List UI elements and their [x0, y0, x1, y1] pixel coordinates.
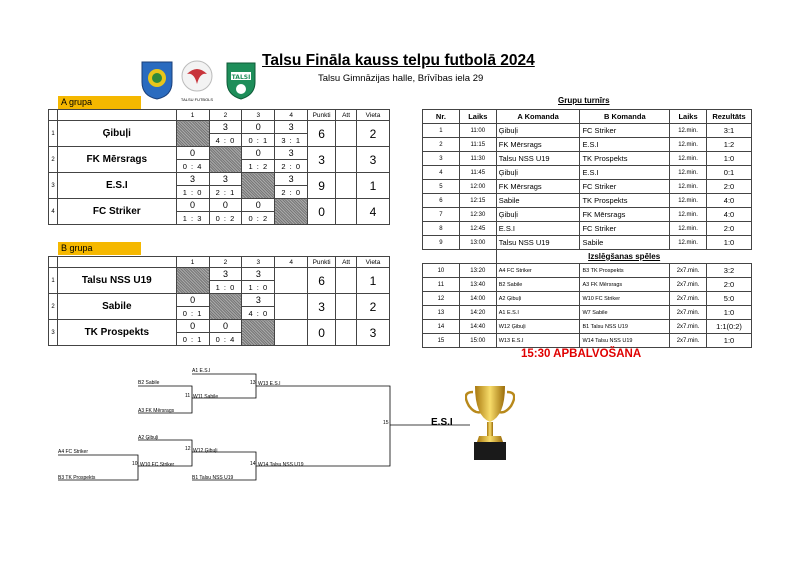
col-header: Punkti [308, 110, 336, 121]
game-time: 14:40 [459, 320, 496, 334]
group-b-label: B grupa [58, 242, 141, 255]
team-b: Sabile [580, 236, 670, 250]
game-result: 2:0 [707, 222, 752, 236]
game-number: 5 [423, 180, 460, 194]
team-a: Sabile [496, 194, 580, 208]
champion-name: E.S.I [431, 417, 453, 428]
bracket-b3: B3 TK Prospekts [58, 475, 96, 481]
game-result: 1:2 [707, 138, 752, 152]
team-name: Ģibuļi [57, 121, 176, 147]
bracket-w11: W11 Sabile [193, 394, 219, 400]
team-a: Ģibuļi [496, 124, 580, 138]
game-time: 15:00 [459, 334, 496, 348]
game-time: 11:30 [459, 152, 496, 166]
points: 6 [308, 268, 336, 294]
row-number: 3 [49, 173, 58, 199]
bracket-w10: W10 FC Striker [140, 462, 175, 468]
team-a: Talsu NSS U19 [496, 236, 580, 250]
game-result: 5:0 [707, 292, 752, 306]
bracket-n11: 11 [185, 393, 191, 399]
game-number: 13 [423, 306, 460, 320]
game-time: 11:15 [459, 138, 496, 152]
bracket-a1: A1 E.S.I [192, 368, 211, 374]
game-duration: 2x7.min. [670, 278, 707, 292]
points: 0 [308, 320, 336, 346]
match-points: 3 [242, 268, 275, 281]
bracket-b2: B2 Sabile [138, 380, 160, 386]
col-header: 2 [209, 257, 242, 268]
team-a: Talsu NSS U19 [496, 152, 580, 166]
col-header: Vieta [357, 110, 390, 121]
game-duration: 2x7.min. [670, 292, 707, 306]
col-header: Rezultāts [707, 110, 752, 124]
game-duration: 12.min. [670, 194, 707, 208]
match-score: 2 : 1 [209, 186, 242, 199]
game-number: 10 [423, 264, 460, 278]
points: 3 [308, 294, 336, 320]
match-score: 2 : 0 [275, 160, 308, 173]
game-result: 1:0 [707, 152, 752, 166]
team-a: FK Mērsrags [496, 180, 580, 194]
match-points: 0 [176, 199, 209, 212]
team-b: B3 TK Prospekts [580, 264, 670, 278]
game-number: 15 [423, 334, 460, 348]
game-time: 14:00 [459, 292, 496, 306]
logo-caption: TALSU FUTBOLS [180, 97, 214, 102]
trophy-icon [465, 382, 515, 466]
place: 4 [357, 199, 390, 225]
points: 3 [308, 147, 336, 173]
badge-text: TALSI [231, 74, 251, 81]
team-b: TK Prospekts [580, 152, 670, 166]
match-points: 0 [176, 147, 209, 160]
place: 1 [357, 173, 390, 199]
team-name: FK Mērsrags [57, 147, 176, 173]
match-points: 3 [275, 121, 308, 134]
team-name: FC Striker [57, 199, 176, 225]
game-duration: 2x7.min. [670, 320, 707, 334]
game-time: 11:45 [459, 166, 496, 180]
game-time: 13:20 [459, 264, 496, 278]
match-points: 3 [176, 173, 209, 186]
match-points: 3 [275, 147, 308, 160]
game-number: 14 [423, 320, 460, 334]
row-number: 2 [49, 147, 58, 173]
game-result: 4:0 [707, 208, 752, 222]
team-a: E.S.I [496, 222, 580, 236]
bracket-n13: 13 [250, 380, 256, 386]
match-score: 4 : 0 [242, 307, 275, 320]
venue-subtitle: Talsu Gimnāzijas halle, Brīvības iela 29 [318, 73, 484, 84]
bracket-w12: W12 Ģibuļi [193, 448, 218, 454]
team-b: W7 Sabile [580, 306, 670, 320]
team-name: TK Prospekts [57, 320, 176, 346]
match-points: 0 [242, 147, 275, 160]
game-duration: 2x7.min. [670, 264, 707, 278]
bracket-n14: 14 [250, 461, 256, 467]
bracket-a3: A3 FK Mērsrags [138, 408, 175, 414]
match-score: 0 : 2 [242, 212, 275, 225]
game-result: 2:0 [707, 180, 752, 194]
game-time: 11:00 [459, 124, 496, 138]
game-time: 12:45 [459, 222, 496, 236]
row-number: 3 [49, 320, 58, 346]
game-result: 3:1 [707, 124, 752, 138]
place: 3 [357, 147, 390, 173]
row-number: 1 [49, 268, 58, 294]
team-a: Ģibuļi [496, 166, 580, 180]
game-duration: 2x7.min. [670, 306, 707, 320]
place: 2 [357, 294, 390, 320]
game-duration: 2x7.min. [670, 334, 707, 348]
team-name: E.S.I [57, 173, 176, 199]
match-points: 3 [209, 121, 242, 134]
team-b: A3 FK Mērsrags [580, 278, 670, 292]
game-result: 0:1 [707, 166, 752, 180]
match-score: 1 : 3 [176, 212, 209, 225]
game-duration: 12.min. [670, 138, 707, 152]
award-ceremony-text: 15:30 APBALVOŠANA [521, 348, 642, 360]
col-header: Att [336, 110, 357, 121]
bracket-w13: W13 E.S.I [258, 381, 281, 387]
team-name: Sabile [57, 294, 176, 320]
match-points: 3 [209, 268, 242, 281]
match-score: 4 : 0 [209, 134, 242, 147]
game-duration: 12.min. [670, 236, 707, 250]
game-result: 1:0 [707, 334, 752, 348]
game-result: 1:0 [707, 236, 752, 250]
col-header: 1 [176, 110, 209, 121]
match-points: 0 [176, 320, 209, 333]
team-b: FC Striker [580, 124, 670, 138]
team-b: FK Mērsrags [580, 208, 670, 222]
game-duration: 12.min. [670, 180, 707, 194]
bracket-w14: W14 Talsu NSS U19 [258, 462, 304, 468]
knockout-title: Izslēgšanas spēles [588, 252, 661, 261]
game-number: 12 [423, 292, 460, 306]
row-number: 4 [49, 199, 58, 225]
row-number: 2 [49, 294, 58, 320]
game-number: 3 [423, 152, 460, 166]
game-result: 3:2 [707, 264, 752, 278]
team-b: E.S.I [580, 166, 670, 180]
game-number: 7 [423, 208, 460, 222]
game-number: 2 [423, 138, 460, 152]
game-number: 9 [423, 236, 460, 250]
team-a: W13 E.S.I [496, 334, 580, 348]
col-header: 4 [275, 257, 308, 268]
col-header: Vieta [357, 257, 390, 268]
bracket-n15: 15 [383, 420, 389, 426]
col-header: Laiks [459, 110, 496, 124]
match-score: 0 : 4 [176, 160, 209, 173]
team-b: W10 FC Striker [580, 292, 670, 306]
points: 6 [308, 121, 336, 147]
col-header: Att [336, 257, 357, 268]
bracket-b1: B1 Talsu NSS U19 [192, 475, 234, 481]
team-a: B2 Sabile [496, 278, 580, 292]
game-time: 13:00 [459, 236, 496, 250]
game-duration: 12.min. [670, 124, 707, 138]
match-points: 3 [209, 173, 242, 186]
col-header: 4 [275, 110, 308, 121]
game-result: 4:0 [707, 194, 752, 208]
match-score: 1 : 2 [242, 160, 275, 173]
col-header: 3 [242, 110, 275, 121]
match-score: 0 : 4 [209, 333, 242, 346]
team-a: A4 FC Striker [496, 264, 580, 278]
team-b: B1 Talsu NSS U19 [580, 320, 670, 334]
place: 1 [357, 268, 390, 294]
game-number: 4 [423, 166, 460, 180]
col-header: Punkti [308, 257, 336, 268]
match-points: 0 [242, 121, 275, 134]
team-b: FC Striker [580, 222, 670, 236]
match-score: 2 : 0 [275, 186, 308, 199]
game-time: 12:15 [459, 194, 496, 208]
place: 3 [357, 320, 390, 346]
game-result: 1:0 [707, 306, 752, 320]
col-header: 1 [176, 257, 209, 268]
team-name: Talsu NSS U19 [57, 268, 176, 294]
place: 2 [357, 121, 390, 147]
team-b: E.S.I [580, 138, 670, 152]
match-score: 0 : 1 [242, 134, 275, 147]
team-b: TK Prospekts [580, 194, 670, 208]
game-number: 1 [423, 124, 460, 138]
match-points: 3 [242, 294, 275, 307]
match-points: 0 [176, 294, 209, 307]
page-title: Talsu Fināla kauss telpu futbolā 2024 [262, 52, 535, 69]
team-b: FC Striker [580, 180, 670, 194]
match-score: 1 : 0 [242, 281, 275, 294]
team-a: A1 E.S.I [496, 306, 580, 320]
team-b: W14 Talsu NSS U19 [580, 334, 670, 348]
game-duration: 12.min. [670, 166, 707, 180]
col-header: Laiks [670, 110, 707, 124]
game-number: 6 [423, 194, 460, 208]
bracket-a2: A2 Ģibuļi [138, 435, 159, 441]
match-score: 1 : 0 [176, 186, 209, 199]
team-a: FK Mērsrags [496, 138, 580, 152]
match-points: 0 [242, 199, 275, 212]
col-header: 3 [242, 257, 275, 268]
match-score: 3 : 1 [275, 134, 308, 147]
game-duration: 12.min. [670, 222, 707, 236]
game-time: 14:20 [459, 306, 496, 320]
game-result: 2:0 [707, 278, 752, 292]
schedule-title: Grupu turnīrs [558, 96, 610, 105]
match-score: 0 : 2 [209, 212, 242, 225]
team-a: A2 Ģibuļi [496, 292, 580, 306]
match-score: 1 : 0 [209, 281, 242, 294]
col-header: Nr. [423, 110, 460, 124]
team-a: Ģibuļi [496, 208, 580, 222]
points: 0 [308, 199, 336, 225]
group-a-label: A grupa [58, 96, 141, 109]
col-header: A Komanda [496, 110, 580, 124]
game-duration: 12.min. [670, 152, 707, 166]
bracket-n12: 12 [185, 446, 191, 452]
game-time: 12:00 [459, 180, 496, 194]
match-score: 0 : 1 [176, 307, 209, 320]
game-duration: 12.min. [670, 208, 707, 222]
game-time: 12:30 [459, 208, 496, 222]
team-a: W12 Ģibuļi [496, 320, 580, 334]
match-points: 0 [209, 320, 242, 333]
match-score: 0 : 1 [176, 333, 209, 346]
row-number: 1 [49, 121, 58, 147]
points: 9 [308, 173, 336, 199]
col-header: 2 [209, 110, 242, 121]
match-points: 0 [209, 199, 242, 212]
game-number: 8 [423, 222, 460, 236]
bracket-a4: A4 FC Striker [58, 449, 89, 455]
game-result: 1:1(0:2) [707, 320, 752, 334]
match-points: 3 [275, 173, 308, 186]
game-number: 11 [423, 278, 460, 292]
col-header: B Komanda [580, 110, 670, 124]
game-time: 13:40 [459, 278, 496, 292]
bracket-n10: 10 [132, 461, 138, 467]
